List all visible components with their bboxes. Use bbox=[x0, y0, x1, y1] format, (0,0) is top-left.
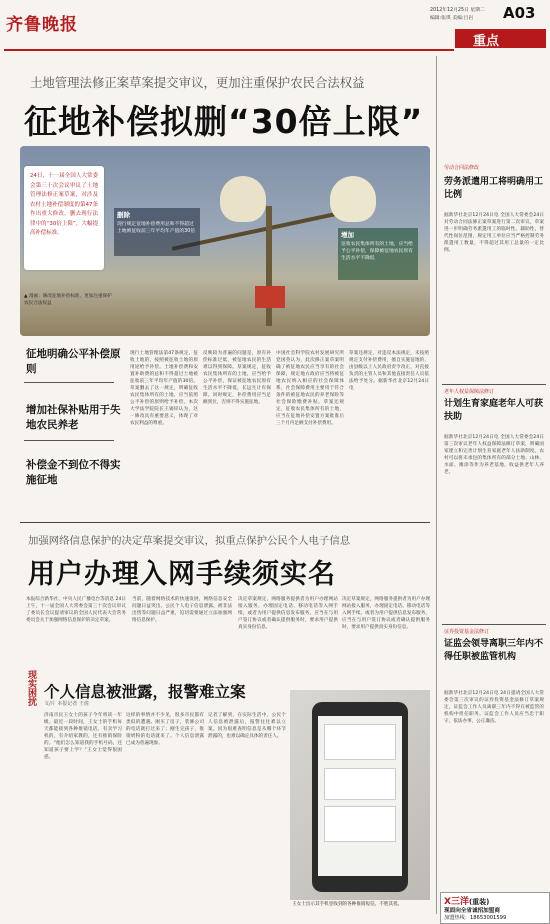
ad-line-2: 加盟热线：18653001599 bbox=[444, 915, 507, 921]
second-column-3: 决定草案规定，网络服务提供者为用户办理网站接入服务，办理固定电话、移动电话等入网手续，或者为用户提供信息发布服务，应当在与用户签订协议或者确认提供服务时，要求用户提供真实身份信息。 bbox=[238, 597, 338, 630]
lead-column-4: 草案还规定，对违反本法规定，未按照规定支付补偿费用，擅自实施征地的，由县级以上人民政府责令改正，对直接负责的主管人员和其他直接责任人员依法给予处分。据新华社北京12月24日电 bbox=[349, 351, 429, 391]
phone-device bbox=[312, 702, 408, 892]
scale-pillar bbox=[266, 206, 272, 326]
sidebar-item-headline: 证监会领导离职三年内不得任职被监管机构 bbox=[444, 639, 544, 662]
illustration-text-left: 现行规定征地补偿费用总和不得超过土地被征收前三年平均年产值的30倍 bbox=[117, 222, 196, 234]
lead-kicker: 土地管理法修正案草案提交审议，更加注重保护农民合法权益 bbox=[30, 75, 365, 90]
phone-photo bbox=[290, 690, 430, 900]
masthead-date: 2012年12月25日 星期二 bbox=[430, 8, 485, 13]
masthead bbox=[0, 0, 550, 52]
inner-column-3: 记者了解到，在实际生活中，公民个人信息被泄露后，报警往往难以立案。因为很难查明信息是从哪个环节泄露的，也难以确定具体的责任人。 bbox=[208, 713, 286, 739]
subhead-fair-compensation: 征地明确公平补偿原则 bbox=[26, 348, 121, 375]
inner-byline: 文/片 本报记者 王倩 bbox=[44, 701, 89, 707]
sidebar bbox=[442, 56, 546, 896]
advertisement bbox=[440, 892, 550, 924]
inner-column-2: 这样的事情并不少见，很多市民都有类似的遭遇。刚买了房子，装修公司的电话就打过来了；刚生完孩子，推销奶粉的电话就来了。个人信息泄露已成为普遍现象。 bbox=[126, 713, 204, 746]
masthead-logo: 齐鲁晚报 bbox=[6, 15, 78, 35]
second-column-2: 当前，随着网络技术的快速发展，网络信息安全问题日益突出。公民个人电子信息泄露、被非法出售等问题日益严重，迫切需要通过立法加强网络信息保护。 bbox=[132, 597, 232, 623]
lead-intro: 24日，十一届全国人大常委会第三十次会议审议了土地管理法修正案草案，对涉及农村土地补偿制度的第47条作出重大修改，删去现行法律中的“30倍上限”，大幅提高补偿标准。 bbox=[30, 173, 98, 236]
second-column-1: 本报综合新华社、中央人民广播电台等消息 24日上午，十一届全国人大常委会第三十次会议审议了委员长会议提请审议的全国人民代表大会常务委员会关于加强网络信息保护的决定草案。 bbox=[26, 597, 126, 623]
masthead-editor: 编辑:张琪 美编:吕岩 bbox=[430, 16, 474, 21]
ad-line-1: 现面向全省诚招加盟商 bbox=[444, 908, 500, 914]
second-kicker: 加强网络信息保护的决定草案提交审议，拟重点保护公民个人电子信息 bbox=[28, 535, 351, 547]
sidebar-item-label: 证券投资基金法修订 bbox=[444, 629, 490, 635]
sidebar-item-body: 据新华社北京12月24日电 24日提请全国人大常委会第三次审议的证券投资基金法修订草案规定，证监会工作人员离职三年内不得在被监管的机构中担任职务。证监会工作人员应当忠于职守，依法办事，公正廉洁。 bbox=[444, 691, 544, 724]
vertical-label: 现实困扰 bbox=[26, 670, 36, 706]
subhead-no-payment-no-acquisition: 补偿金不到位不得实施征地 bbox=[26, 459, 121, 486]
illustration-label-right: 增加 bbox=[341, 231, 354, 239]
lead-intro-card bbox=[24, 166, 104, 270]
sidebar-item-label: 老年人权益保障法修订 bbox=[444, 389, 495, 395]
second-headline: 用户办理入网手续须实名 bbox=[28, 559, 336, 590]
phone-screen bbox=[318, 716, 402, 876]
inner-headline: 个人信息被泄露，报警难立案 bbox=[44, 683, 246, 701]
sidebar-item-body: 据新华社北京12月24日电 全国人大常委会24日对劳动合同法修正案草案进行第二次审议，草案进一步明确劳务派遣用工的临时性、辅助性、替代性岗位范围，规定用工单位应当严格控制劳务派遣用工数量，不得超过其用工总量的一定比例。 bbox=[444, 213, 544, 253]
ad-brand: X三洋(重装) bbox=[444, 897, 490, 907]
sidebar-item-headline: 计划生育家庭老年人可获扶助 bbox=[444, 399, 544, 422]
money-bag bbox=[330, 176, 376, 222]
section-label: 重点 bbox=[473, 34, 500, 49]
page-number: A03 bbox=[503, 4, 536, 22]
illustration-label-left: 删除 bbox=[117, 211, 130, 219]
lead-column-1: 现行土地管理法第47条规定，征收土地的，按照被征收土地的原用途给予补偿。土地补偿费和安置补助费的总和不得超过土地被征收前三年平均年产值的30倍。草案删去了这一规定，明确征收农民集体所有的土地，应当依照公平补偿的原则给予补偿。本次大学法学院院长王锡锌认为，这一修改具有重要意义，体现了对农民利益的尊重。 bbox=[130, 351, 198, 426]
second-column-4: 决定草案规定，网络服务提供者为用户办理网站接入服务，办理固定电话、移动电话等入网手续，或者为用户提供信息发布服务，应当在与用户签订协议或者确认提供服务时，要求用户提供真实身份信息。 bbox=[342, 597, 430, 630]
photo-caption: ▲ 漫画：修改征地补偿标准，更加注重保护农民合法权益 bbox=[24, 294, 112, 306]
sidebar-item-headline: 劳务派遣用工将明确用工比例 bbox=[444, 177, 544, 200]
money-bag bbox=[220, 176, 266, 222]
house-icon bbox=[255, 286, 285, 308]
sidebar-item-body: 据新华社北京12月24日电 全国人大常委会24日第三次审议老年人权益保障法修订草案，明确国家建立和完善计划生育家庭老年人扶助制度。农村可以将未承包的集体所有的部分土地、山林、水面、滩涂等作为养老基地，收益供老年人养老。 bbox=[444, 435, 544, 475]
lead-column-3: 中国社会科学院农村发展研究所党国英认为，此次修正案草案明确了被征地农民应当享有的社会保障，规定地方政府应当将被征地农民纳入相应的社会保障体系，社会保障费用主要用于符合条件的被征地农民的养老保险等社会保险缴费补贴。草案还规定，征收农民集体所有的土地，应当在征地补偿安置方案批准后三个月内足额支付补偿费用。 bbox=[276, 351, 344, 426]
subhead-social-security: 增加社保补贴用于失地农民养老 bbox=[26, 404, 121, 431]
illustration-text-right: 征收农民集体所有的土地，应当给予公平补偿，保障被征地农民原有生活水平不降低 bbox=[341, 242, 413, 261]
inner-column-1: 济南市民王女士的孩子今年将读一年级。最近一段时间，王女士的手机每天都能接到各种推销电话，有卖学习机的，有介绍家教的，还有推销保险的。“他们怎么知道我的手机号码，还知道孩子要上学？”王女士觉得很困惑。 bbox=[44, 713, 122, 760]
sidebar-item-label: 劳动合同法修改 bbox=[444, 165, 480, 171]
illustration-box-right bbox=[338, 228, 418, 280]
lead-headline: 征地补偿拟删“30倍上限” bbox=[24, 102, 424, 141]
lead-column-2: 反映较为普遍的问题是，原有补偿标准过低，被征地农民的生活难以得到保障。草案规定，征收农民集体所有的土地，应当给予公平补偿，保证被征地农民原有生活水平不降低，长远生计有保障。同时规定，补偿费用应当足额到位，否则不得实施征地。 bbox=[203, 351, 271, 405]
phone-photo-caption: 王女士出示其手机里收到的各种推销短信，不胜其扰。 bbox=[292, 902, 403, 907]
section-tab bbox=[455, 29, 546, 48]
illustration-box-left bbox=[114, 208, 200, 256]
